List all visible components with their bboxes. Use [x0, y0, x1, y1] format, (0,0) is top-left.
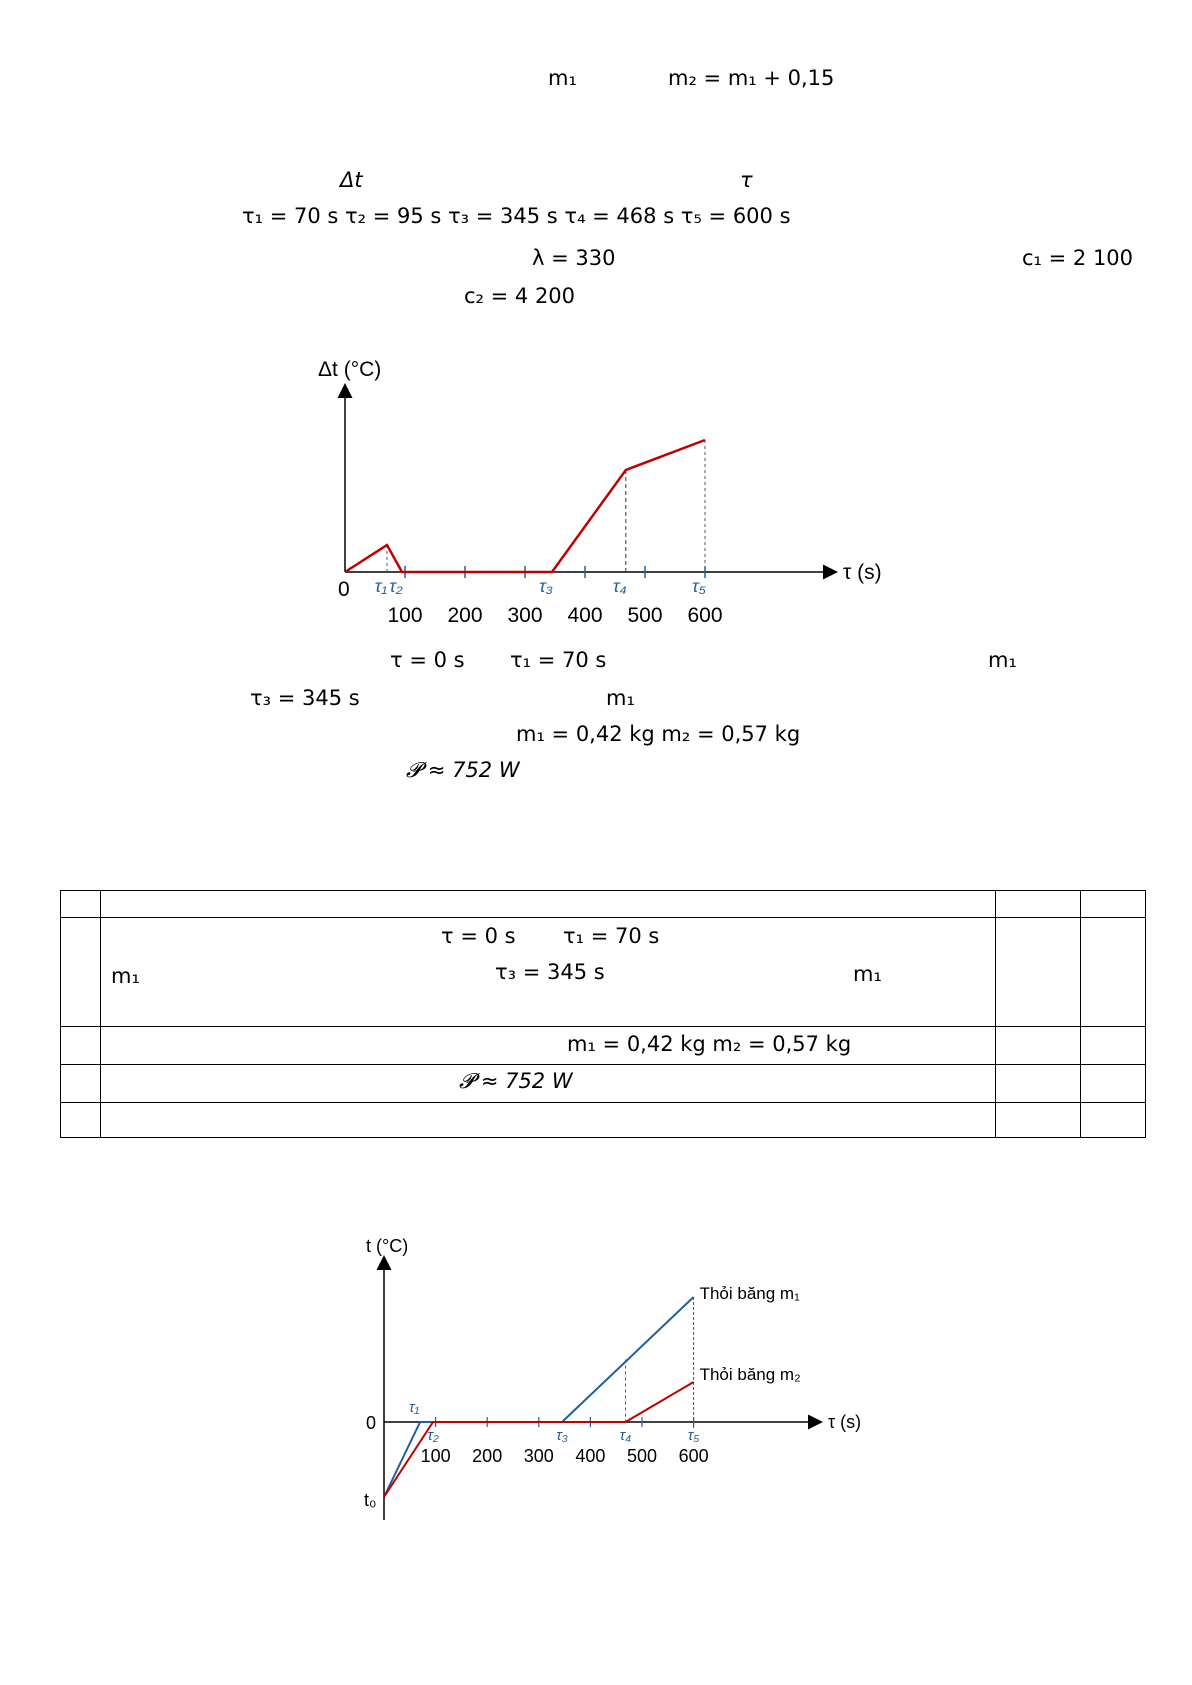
tau-label: τ₄ — [612, 576, 627, 596]
row1-m1-a: m₁ — [111, 964, 140, 988]
eq-delta-t: Δt — [340, 168, 363, 192]
legend-m1: Thỏi băng m₁ — [699, 1284, 800, 1303]
row2-masses: m₁ = 0,42 kg m₂ = 0,57 kg — [567, 1032, 852, 1056]
tau-label: τ₅ — [687, 1427, 700, 1444]
row1-tau1: τ₁ = 70 s — [563, 924, 660, 948]
table-cell — [60, 890, 101, 918]
row1-tau0: τ = 0 s — [441, 924, 516, 948]
table-cell — [995, 1064, 1081, 1103]
legend-m2: Thỏi băng m₂ — [699, 1365, 801, 1384]
tau-label: τ₁ — [374, 576, 388, 596]
t0-label: t₀ — [364, 1490, 377, 1510]
table-cell — [60, 1064, 101, 1103]
ans-masses: m₁ = 0,42 kg m₂ = 0,57 kg — [516, 722, 801, 746]
ans-tau3: τ₃ = 345 s — [250, 686, 360, 710]
eq-tau-values: τ₁ = 70 s τ₂ = 95 s τ₃ = 345 s τ₄ = 468 s τ₅ = 600 s — [242, 204, 791, 228]
x-axis-label: τ (s) — [843, 561, 882, 584]
ans-m1-a: m₁ — [988, 648, 1017, 672]
eq-m1: m₁ — [548, 66, 577, 90]
table-cell — [1080, 917, 1146, 1027]
x-tick-label: 100 — [387, 604, 423, 627]
tau-label: τ₄ — [619, 1427, 632, 1444]
table-cell — [995, 890, 1081, 918]
table-row — [100, 917, 996, 1027]
ans-m1-b: m₁ — [606, 686, 635, 710]
eq-m2: m₂ = m₁ + 0,15 — [668, 66, 835, 90]
table-cell — [1080, 1064, 1146, 1103]
tau-label: τ₃ — [539, 576, 553, 596]
table-cell — [1080, 1026, 1146, 1065]
x-tick-label: 600 — [678, 1446, 709, 1466]
table-cell — [995, 917, 1081, 1027]
table-cell — [995, 1026, 1081, 1065]
x-tick-label: 100 — [420, 1446, 451, 1466]
table-row — [100, 1026, 996, 1065]
x-tick-label: 400 — [567, 604, 603, 627]
series-line-delta-t — [345, 440, 705, 572]
x-tick-label: 300 — [523, 1446, 554, 1466]
x-axis-label: τ (s) — [828, 1412, 862, 1432]
x-tick-label: 200 — [447, 604, 483, 627]
table-row — [100, 1064, 996, 1103]
x-tick-label: 600 — [687, 604, 723, 627]
x-tick-label: 500 — [626, 1446, 658, 1466]
x-tick-label: 200 — [472, 1446, 503, 1466]
row1-tau3: τ₃ = 345 s — [495, 960, 605, 984]
delta-t-chart — [300, 350, 920, 640]
tau-label: τ₅ — [692, 576, 706, 596]
tau-label: τ₂ — [427, 1427, 439, 1444]
origin-label: 0 — [338, 578, 350, 601]
tau-label: τ₃ — [556, 1427, 568, 1444]
eq-lambda: λ = 330 — [532, 246, 616, 270]
tau-label: τ₂ — [389, 576, 403, 596]
grading-table — [60, 890, 1146, 1138]
table-cell — [1080, 890, 1146, 918]
eq-c2: c₂ = 4 200 — [464, 284, 576, 308]
table-cell — [1080, 1102, 1146, 1138]
eq-c1: c₁ = 2 100 — [1022, 246, 1134, 270]
ans-tau0: τ = 0 s — [390, 648, 465, 672]
table-cell — [100, 890, 996, 918]
tau-label: τ₁ — [408, 1399, 420, 1416]
x-tick-label: 500 — [627, 604, 663, 627]
table-cell — [60, 917, 101, 1027]
eq-tau: τ — [740, 168, 753, 192]
row3-power: 𝓟 ≈ 752 W — [459, 1069, 573, 1093]
x-tick-label: 400 — [575, 1446, 606, 1466]
table-cell — [60, 1026, 101, 1065]
ans-power: 𝓟 ≈ 752 W — [406, 758, 520, 782]
zero-label: 0 — [366, 1413, 377, 1433]
temperature-chart — [340, 1230, 880, 1530]
table-cell — [995, 1102, 1081, 1138]
table-cell — [60, 1102, 101, 1138]
y-axis-label: Δt (°C) — [318, 358, 382, 381]
series-line-1 — [384, 1297, 694, 1497]
table-row — [100, 1102, 996, 1138]
x-tick-label: 300 — [507, 604, 543, 627]
row1-m1-b: m₁ — [853, 962, 882, 986]
y-axis-label: t (°C) — [366, 1236, 409, 1256]
ans-tau1: τ₁ = 70 s — [510, 648, 607, 672]
